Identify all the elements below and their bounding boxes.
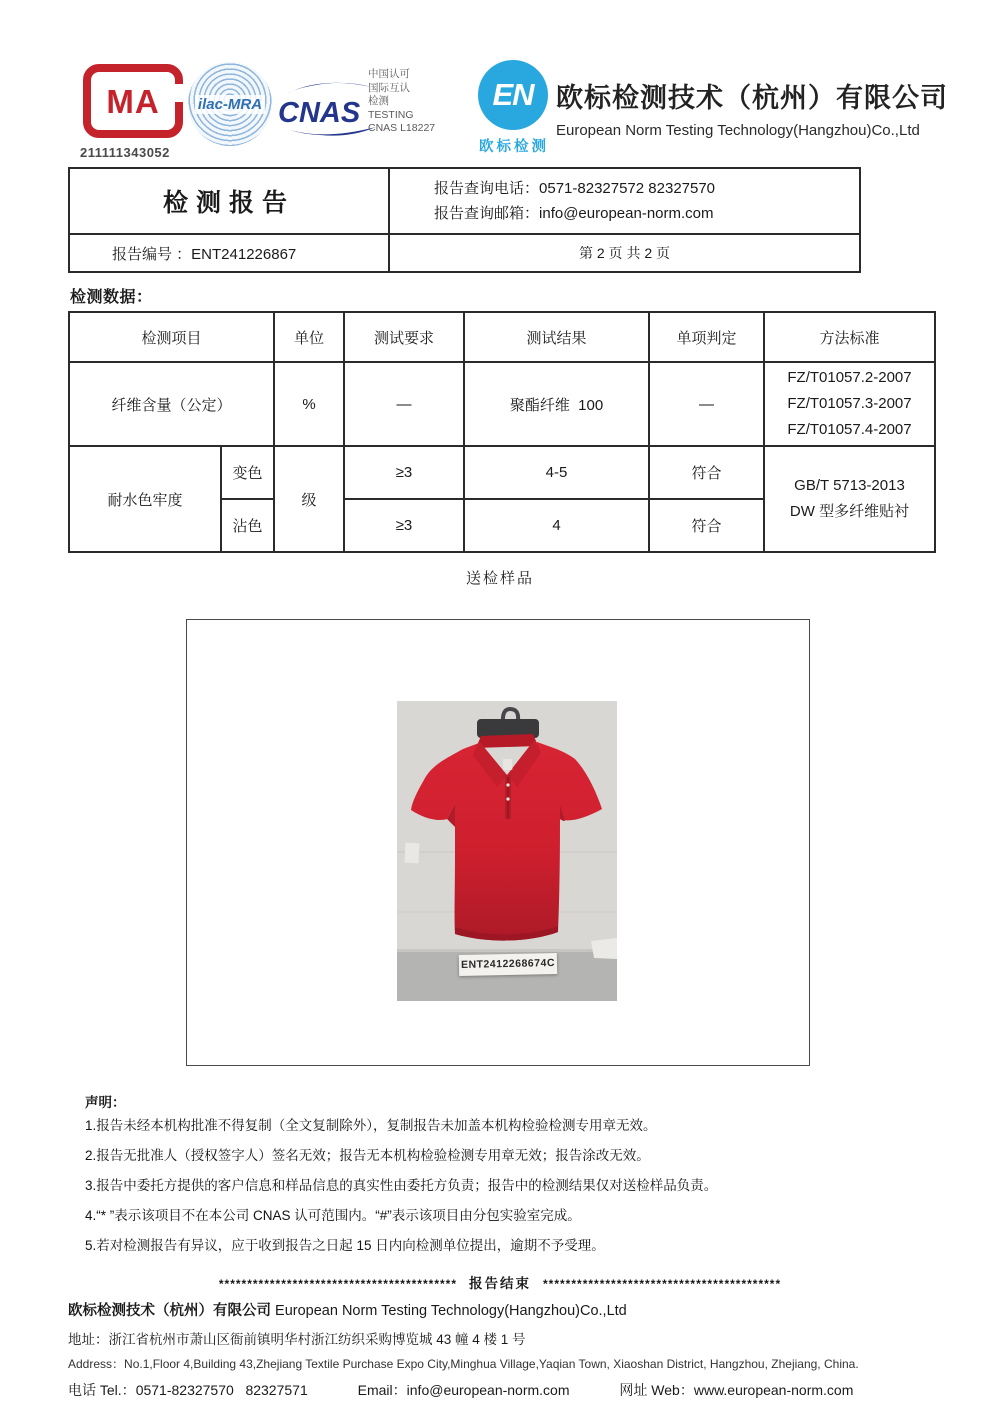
water-judge-change: 符合 [649, 446, 764, 499]
water-sub-change: 变色 [221, 446, 274, 499]
declaration-item-1: 1.报告未经本机构批准不得复制（全文复制除外），复制报告未加盖本机构检验检测专用章无效。 [85, 1118, 657, 1133]
footer-company-en: European Norm Testing Technology(Hangzhou)Co.,Ltd [275, 1303, 627, 1319]
report-title: 检测报告 [69, 168, 389, 234]
data-section-heading: 检测数据： [70, 289, 153, 306]
footer-address-cn: 地址：浙江省杭州市萧山区衙前镇明华村浙江纺织采购博览城 43 幢 4 楼 1 号 [68, 1332, 526, 1347]
footer-web-label: 网址 Web： [619, 1382, 694, 1398]
table-row-fiber-content [69, 362, 935, 446]
col-header-unit: 单位 [274, 312, 344, 362]
cma-letters: MA [106, 82, 160, 120]
end-stars-left: ****************************************** [218, 1277, 457, 1291]
sample-photo [397, 701, 617, 1001]
water-req-staining: ≥3 [344, 499, 464, 552]
report-contact-cell [389, 168, 860, 234]
declaration-item-3: 3.报告中委托方提供的客户信息和样品信息的真实性由委托方负责；报告中的检测结果仅对送检样品负责。 [85, 1178, 718, 1193]
fiber-requirement: — [344, 362, 464, 446]
footer-tel-label: 电话 Tel.： [68, 1382, 136, 1398]
water-sub-staining: 沾色 [221, 499, 274, 552]
report-number-value: ENT241226867 [191, 245, 297, 263]
end-stars-right: ****************************************** [543, 1277, 782, 1291]
company-name-cn: 欧标检测技术（杭州）有限公司 [556, 83, 948, 113]
en-logo-caption: 欧标检测 [479, 139, 549, 155]
fiber-unit: % [274, 362, 344, 446]
report-end-line [0, 1272, 1000, 1292]
col-header-requirement: 测试要求 [344, 312, 464, 362]
declaration-item-5: 5.若对检测报告有异议，应于收到报告之日起 15 日内向检测单位提出，逾期不予受理。 [85, 1238, 605, 1253]
water-item: 耐水色牢度 [69, 446, 221, 552]
query-phone-line: 报告查询电话：0571-82327572 82327570 [434, 180, 716, 197]
water-res-staining: 4 [464, 499, 649, 552]
fiber-item: 纤维含量（公定） [69, 362, 274, 446]
footer-email-value[interactable]: info@european-norm.com [406, 1382, 570, 1398]
declaration-item-4: 4.“* ”表示该项目不在本公司 CNAS 认可范围内。“#”表示该项目由分包实验室完成。 [85, 1208, 581, 1223]
company-header [556, 76, 948, 139]
cma-mark-icon [83, 64, 183, 138]
footer-web-value[interactable]: www.european-norm.com [693, 1382, 854, 1398]
ilac-mra-logo-icon [188, 62, 272, 146]
water-method-standards: GB/T 5713-2013 DW 型多纤维贴衬 [764, 446, 935, 552]
en-logo-icon: EN [478, 60, 548, 130]
fiber-result: 聚酯纤维 100 [464, 362, 649, 446]
cnas-logo-icon [278, 74, 380, 144]
sample-photo-frame [186, 619, 810, 1066]
footer-address-en: Address：No.1,Floor 4,Building 43,Zhejiang Textile Purchase Expo City,Minghua Village,Yaqian Town, Xiaoshan District, Hangzhou, Zhejiang, China. [68, 1357, 859, 1371]
footer-tel-value: 0571-82327570 82327571 [135, 1382, 308, 1398]
footer-company-line [68, 1299, 948, 1320]
col-header-item: 检测项目 [69, 312, 274, 362]
cnas-accreditation-text: 中国认可 国际互认 检测 TESTING CNAS L18227 [368, 68, 436, 134]
water-judge-staining: 符合 [649, 499, 764, 552]
footer-contact-line [68, 1380, 948, 1400]
declarations-section [85, 1091, 945, 1261]
report-number-cell: 报告编号 ：ENT241226867 [69, 234, 389, 272]
fiber-method-standards: FZ/T01057.2-2007 FZ/T01057.3-2007 FZ/T01057.4-2007 [764, 362, 935, 446]
query-email-line: 报告查询邮箱：info@european-norm.com [434, 205, 714, 222]
footer [68, 1299, 948, 1400]
sample-id-tag: ENT2412268674C [459, 953, 557, 976]
page-indicator: 第 2 页 共 2 页 [389, 234, 860, 272]
water-unit: 级 [274, 446, 344, 552]
cma-certificate-number: 211111343052 [80, 145, 170, 160]
col-header-result: 测试结果 [464, 312, 649, 362]
svg-text:CNAS: CNAS [278, 97, 361, 129]
ilac-mra-label: ilac-MRA [195, 95, 265, 114]
col-header-judgement: 单项判定 [649, 312, 764, 362]
report-end-label: 报告结束 [469, 1276, 531, 1291]
cma-logo [80, 64, 200, 160]
declarations-heading: 声明： [85, 1095, 126, 1110]
water-req-change: ≥3 [344, 446, 464, 499]
footer-email-label: Email： [357, 1382, 407, 1398]
test-data-table [68, 311, 936, 553]
table-header-row [69, 312, 935, 362]
declaration-item-2: 2.报告无批准人（授权签字人）签名无效；报告无本机构检验检测专用章无效；报告涂改无效。 [85, 1148, 650, 1163]
footer-company-cn: 欧标检测技术（杭州）有限公司 [68, 1303, 271, 1319]
en-company-logo [472, 60, 558, 156]
table-row-water-fastness-change [69, 446, 935, 499]
water-res-change: 4-5 [464, 446, 649, 499]
col-header-method: 方法标准 [764, 312, 935, 362]
query-email-value[interactable]: info@european-norm.com [539, 205, 714, 222]
report-header-table [68, 167, 861, 273]
sample-caption: 送检样品 [465, 570, 534, 587]
company-name-en: European Norm Testing Technology(Hangzhou)Co.,Ltd [556, 122, 920, 139]
query-phone-value: 0571-82327572 82327570 [539, 180, 716, 197]
fiber-judgement: — [649, 362, 764, 446]
